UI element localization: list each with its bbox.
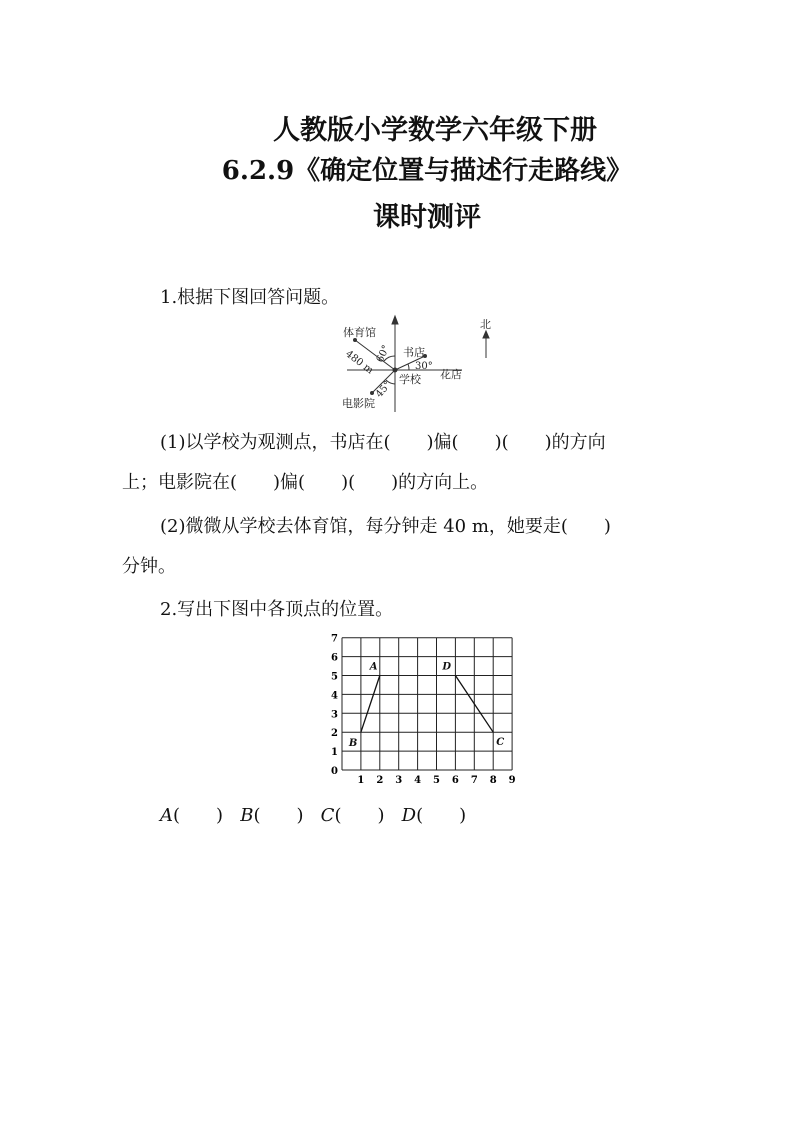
answer-c-blank: ( ): [334, 805, 385, 826]
vertex-label-d: D: [442, 661, 452, 673]
gym-label: 体育馆: [343, 326, 376, 339]
x-tick-label: 6: [451, 775, 459, 786]
x-tick-label: 7: [470, 775, 478, 786]
x-tick-label: 9: [508, 775, 516, 786]
y-tick-label: 5: [331, 671, 338, 683]
q1-sub2-line1: (2)微微从学校去体育馆，每分钟走 40 m，她要走( ): [160, 516, 611, 537]
x-tick-label: 1: [357, 775, 365, 786]
answer-b-letter: B: [240, 805, 254, 826]
q1-sub2-line2: 分钟。: [122, 556, 176, 577]
x-tick-label: 5: [433, 775, 440, 786]
distance-label: 480 m: [343, 348, 376, 377]
q1-sub1-line1: (1)以学校为观测点，书店在( )偏( )( )的方向: [160, 432, 606, 453]
answer-b-blank: ( ): [253, 805, 304, 826]
cinema-label: 电影院: [342, 397, 375, 410]
y-tick-label: 1: [331, 747, 338, 759]
q2-answer-line: [160, 801, 466, 827]
y-tick-label: 3: [331, 709, 338, 721]
school-label: 学校: [399, 373, 421, 386]
angle-45-label: 45°: [373, 379, 394, 400]
angle-60-label: 60°: [374, 343, 393, 365]
answer-d-blank: ( ): [416, 805, 467, 826]
answer-a-blank: ( ): [173, 805, 224, 826]
x-tick-label: 4: [414, 775, 422, 786]
north-label: 北: [480, 318, 491, 331]
segment-AB: [361, 676, 380, 733]
flower-shop-label: 花店: [440, 368, 462, 381]
angle-30-label: 30°: [415, 361, 433, 372]
q1-prompt: 1.根据下图回答问题。: [160, 287, 340, 308]
q2-prompt: 2.写出下图中各顶点的位置。: [160, 599, 394, 620]
x-tick-label: 8: [489, 775, 497, 786]
title-line-1: 人教版小学数学六年级下册: [273, 115, 597, 146]
vertex-label-a: A: [369, 661, 378, 673]
x-tick-label: 2: [376, 775, 384, 786]
title-line-2: 6.2.9《确定位置与描述行走路线》: [221, 156, 633, 186]
answer-d-letter: D: [401, 805, 417, 826]
vertex-label-b: B: [348, 738, 358, 750]
x-tick-label: 3: [395, 775, 403, 786]
bookstore-label: 书店: [403, 346, 425, 359]
y-tick-label: 4: [331, 690, 338, 702]
answer-a-letter: A: [160, 805, 173, 826]
y-tick-label: 0: [331, 766, 338, 777]
q1-sub1-line2: 上；电影院在( )偏( )( )的方向上。: [122, 472, 489, 493]
y-tick-label: 7: [331, 633, 338, 645]
y-tick-label: 2: [331, 728, 338, 740]
answer-c-letter: C: [320, 805, 335, 826]
vertex-label-c: C: [496, 737, 505, 749]
y-tick-label: 6: [331, 652, 338, 664]
title-line-3: 课时测评: [373, 202, 481, 233]
